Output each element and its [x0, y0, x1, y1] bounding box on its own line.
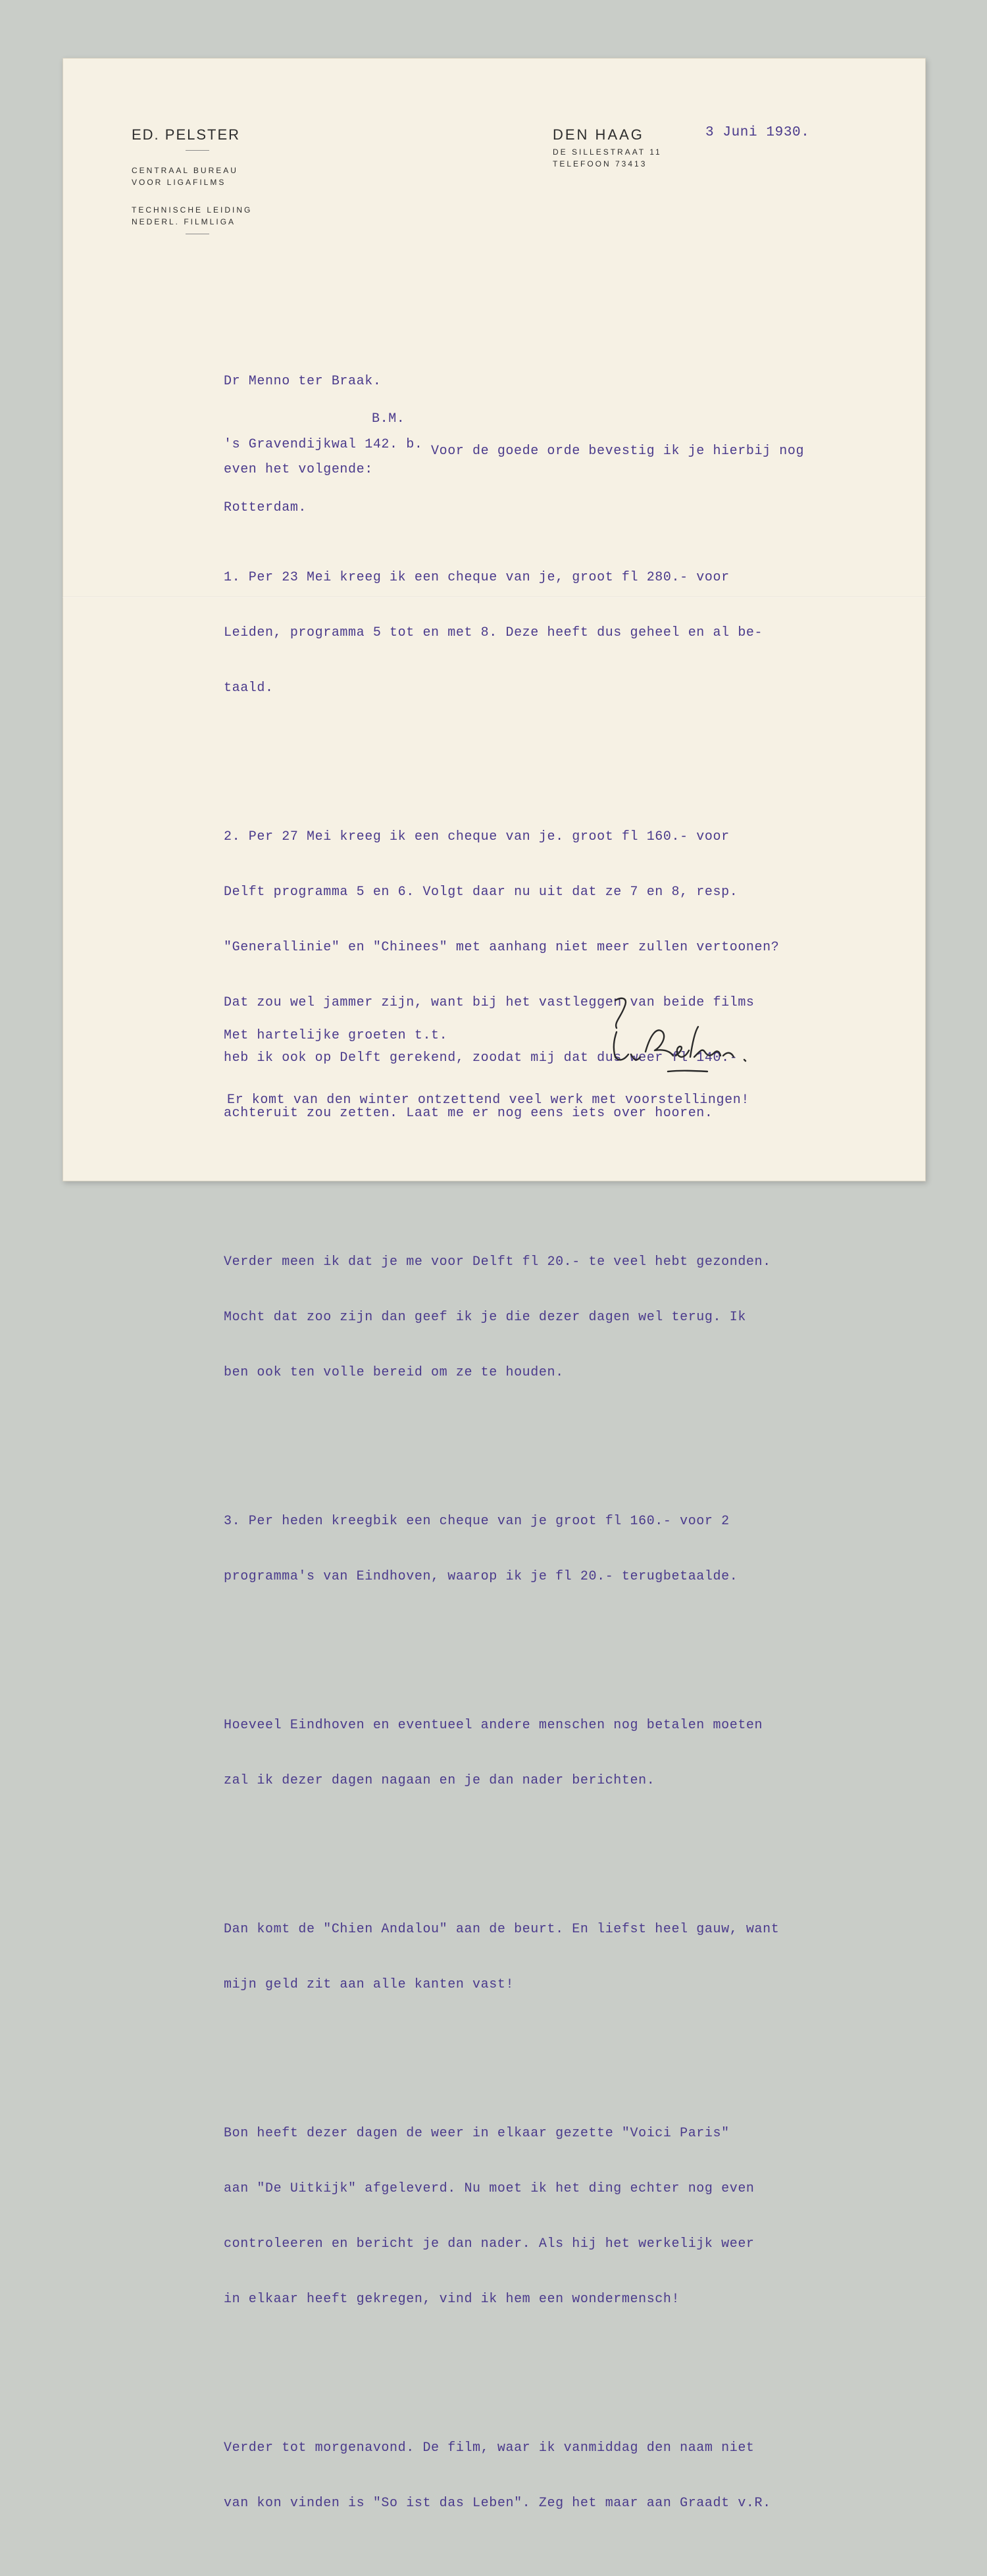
signature-image	[602, 994, 780, 1086]
paragraph-6	[224, 1884, 779, 2031]
paragraph-line: Delft programma 5 en 6. Volgt daar nu uit dat ze 7 en 8, resp.	[224, 885, 738, 900]
letterhead-org-line3: TECHNISCHE LEIDING	[132, 205, 253, 215]
paragraph-7	[224, 2088, 779, 2346]
postscript: Er komt van den winter ontzettend veel werk met voorstellingen!	[227, 1093, 749, 1108]
paragraph-line: Leiden, programma 5 tot en met 8. Deze heeft dus geheel en al be-	[224, 625, 763, 640]
paragraph-line: mijn geld zit aan alle kanten vast!	[224, 1977, 515, 1992]
letterhead-phone: TELEFOON 73413	[553, 159, 647, 168]
paragraph-3	[224, 1216, 779, 1419]
recipient-line: Dr Menno ter Braak.	[224, 374, 382, 389]
paragraph-line: programma's van Eindhoven, waarop ik je fl 20.- terugbetaalde.	[224, 1569, 738, 1584]
paragraph-line: 2. Per 27 Mei kreeg ik een cheque van je. groot fl 160.- voor	[224, 829, 730, 844]
paragraph-line: ben ook ten volle bereid om ze te houden.	[224, 1365, 564, 1380]
salutation: B.M.	[372, 411, 405, 426]
letterhead-name: ED. PELSTER	[132, 126, 241, 143]
paragraph-4	[224, 1476, 779, 1623]
closing: Met hartelijke groeten t.t.	[224, 1028, 448, 1043]
letterhead-org-line1: CENTRAAL BUREAU	[132, 166, 238, 175]
paragraph-line: "Generallinie" en "Chinees" met aanhang niet meer zullen vertoonen?	[224, 940, 780, 955]
intro-line: even het volgende:	[224, 462, 373, 477]
paragraph-line: controleeren en bericht je dan nader. Als hij het werkelijk weer	[224, 2236, 755, 2252]
paragraph-line: Dat zou wel jammer zijn, want bij het vastleggen van beide films	[224, 995, 755, 1010]
letterhead-org-line2: VOOR LIGAFILMS	[132, 178, 226, 187]
paragraph-line: achteruit zou zetten. Laat me er nog eens iets over hooren.	[224, 1106, 713, 1121]
paragraph-line: zal ik dezer dagen nagaan en je dan nader berichten.	[224, 1773, 655, 1788]
letterhead-org-line4: NEDERL. FILMLIGA	[132, 217, 236, 226]
paragraph-1	[224, 532, 779, 734]
paragraph-line: Hoeveel Eindhoven en eventueel andere menschen nog betalen moeten	[224, 1718, 763, 1733]
paragraph-line: Mocht dat zoo zijn dan geef ik je die dezer dagen wel terug. Ik	[224, 1310, 746, 1325]
letterhead-city: DEN HAAG	[553, 126, 644, 143]
intro-line: Voor de goede orde bevestig ik je hierbij nog	[431, 444, 805, 459]
letter-date: 3 Juni 1930.	[705, 125, 810, 140]
paragraph-line: van kon vinden is "So ist das Leben". Zeg het maar aan Graadt v.R.	[224, 2496, 771, 2511]
paragraph-line: taald.	[224, 681, 274, 696]
letterhead-address: DE SILLESTRAAT 11	[553, 147, 662, 157]
recipient-line: 's Gravendijkwal 142. b.	[224, 437, 423, 452]
paragraph-line: Dan komt de "Chien Andalou" aan de beurt. En liefst heel gauw, want	[224, 1922, 780, 1937]
paragraph-line: 3. Per heden kreegbik een cheque van je groot fl 160.- voor 2	[224, 1514, 730, 1529]
paragraph-line: heb ik ook op Delft gerekend, zoodat mij dat dus weer fl 140.-	[224, 1050, 738, 1066]
paragraph-line: Verder meen ik dat je me voor Delft fl 20.- te veel hebt gezonden.	[224, 1254, 771, 1270]
paragraph-5	[224, 1680, 779, 1827]
paragraph-line: Verder tot morgenavond. De film, waar ik vanmiddag den naam niet	[224, 2440, 755, 2456]
letterhead-rule	[186, 150, 209, 151]
paragraph-line: 1. Per 23 Mei kreeg ik een cheque van je, groot fl 280.- voor	[224, 570, 730, 585]
paragraph-line: aan "De Uitkijk" afgeleverd. Nu moet ik het ding echter nog even	[224, 2181, 755, 2196]
body-paragraphs	[224, 495, 779, 2576]
paragraph-line: in elkaar heeft gekregen, vind ik hem een wondermensch!	[224, 2292, 680, 2307]
recipient-line: Rotterdam.	[224, 500, 307, 515]
paragraph-line: Bon heeft dezer dagen de weer in elkaar gezette "Voici Paris"	[224, 2126, 730, 2141]
paragraph-8	[224, 2402, 779, 2550]
